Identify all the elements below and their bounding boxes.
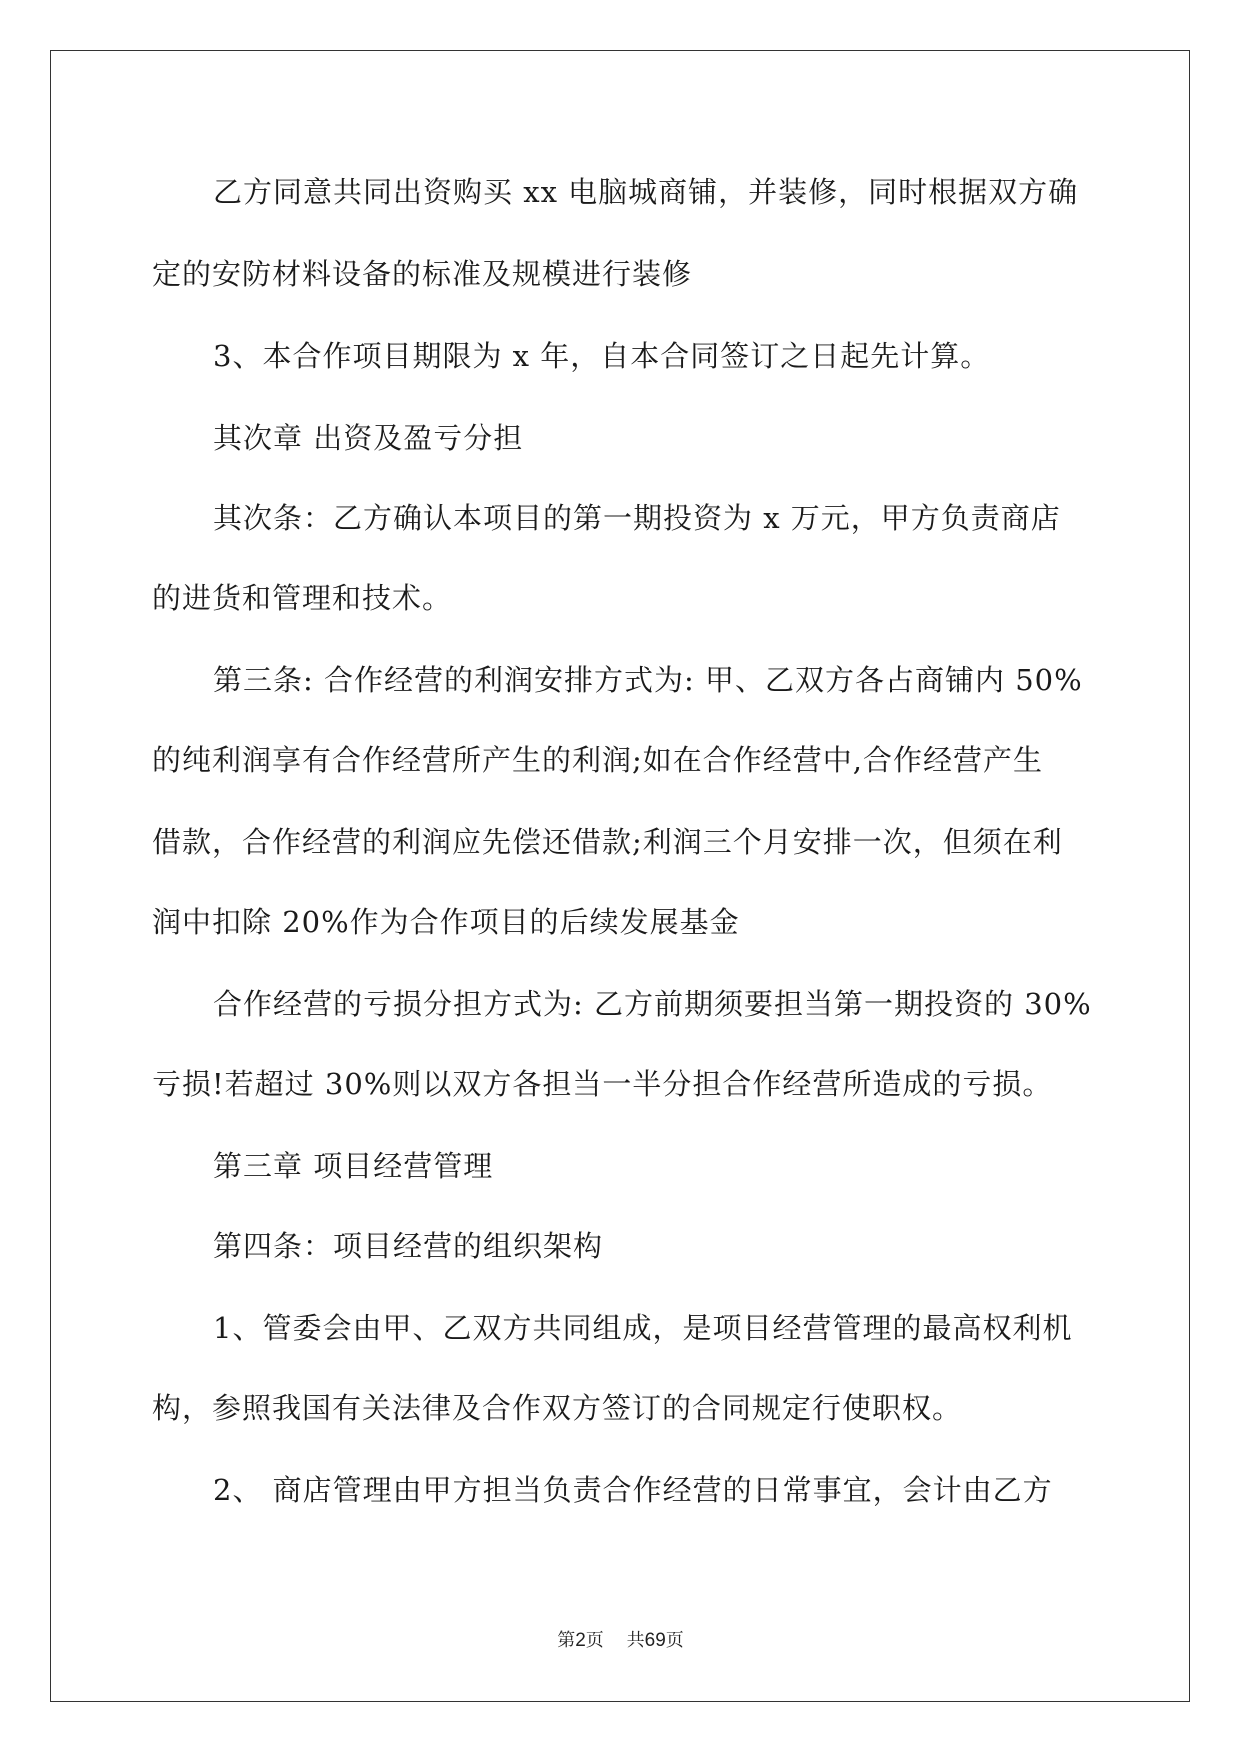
page-current: 2 [575, 1630, 586, 1651]
body-line: 合作经营的亏损分担方式为: 乙方前期须要担当第一期投资的 30% [213, 987, 1092, 1021]
body-line: 乙方同意共同出资购买 xx 电脑城商铺，并装修，同时根据双方确 [213, 175, 1079, 209]
body-line: 第四条：项目经营的组织架构 [213, 1229, 604, 1263]
body-line: 2、 商店管理由甲方担当负责合作经营的日常事宜，会计由乙方 [213, 1473, 1053, 1507]
body-line: 构，参照我国有关法律及合作双方签订的合同规定行使职权。 [152, 1391, 963, 1425]
footer-suffix: 页 [665, 1630, 684, 1651]
chapter-heading: 其次章 出资及盈亏分担 [213, 421, 524, 455]
body-line: 的纯利润享有合作经营所产生的利润;如在合作经营中,合作经营产生 [152, 743, 1043, 777]
body-line: 其次条：乙方确认本项目的第一期投资为 x 万元，甲方负责商店 [213, 501, 1061, 535]
body-line: 亏损!若超过 30%则以双方各担当一半分担合作经营所造成的亏损。 [152, 1067, 1053, 1101]
body-line: 1、管委会由甲、乙双方共同组成，是项目经营管理的最高权利机 [213, 1311, 1073, 1345]
footer-mid: 页 共 [585, 1630, 645, 1651]
chapter-heading: 第三章 项目经营管理 [213, 1149, 494, 1183]
body-line: 3、本合作项目期限为 x 年，自本合同签订之日起先计算。 [213, 339, 991, 373]
page-border [50, 50, 1190, 1702]
page-total: 69 [644, 1630, 666, 1651]
body-line: 的进货和管理和技术。 [152, 581, 453, 615]
body-line: 润中扣除 20%作为合作项目的后续发展基金 [152, 905, 740, 939]
page-footer [0, 1626, 1241, 1652]
footer-prefix: 第 [557, 1630, 576, 1651]
body-line: 借款，合作经营的利润应先偿还借款;利润三个月安排一次，但须在利 [152, 825, 1063, 859]
body-line: 第三条: 合作经营的利润安排方式为: 甲、乙双方各占商铺内 50% [213, 663, 1083, 697]
body-line: 定的安防材料设备的标准及规模进行装修 [152, 257, 693, 291]
